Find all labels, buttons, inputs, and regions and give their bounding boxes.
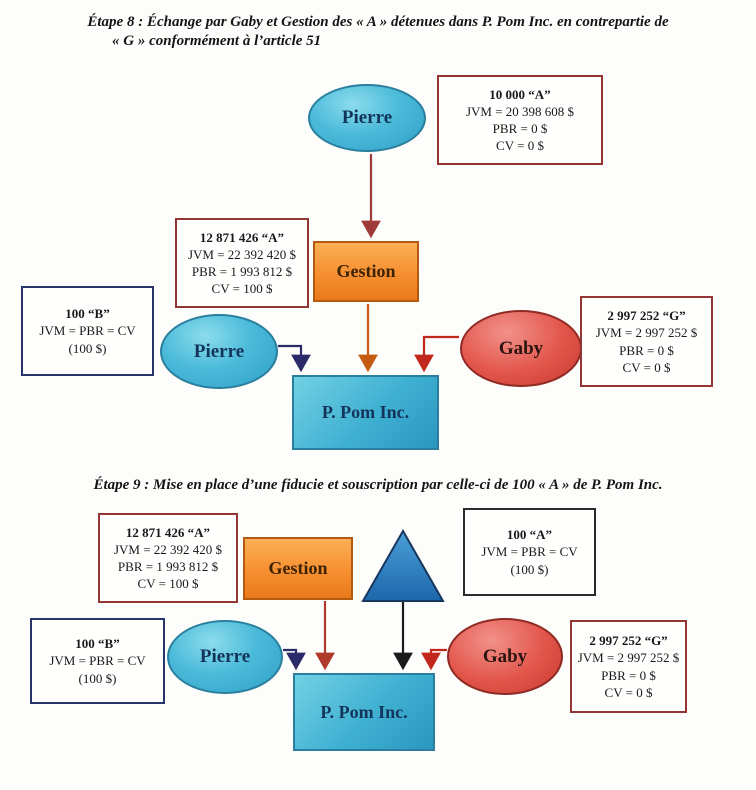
node-gestion-step9: [243, 537, 353, 600]
box-line: PBR = 0 $: [619, 342, 674, 358]
node-label: Pierre: [193, 340, 245, 362]
box-line: JVM = PBR = CV: [481, 544, 578, 560]
box-title: 2 997 252 “G”: [607, 308, 686, 324]
step8-title-line1: Étape 8 : Échange par Gaby et Gestion des « A » détenues dans P. Pom Inc. en contrepartie de: [87, 14, 669, 30]
box-line: JVM = 22 392 420 $: [113, 541, 223, 557]
node-ppom: [292, 375, 439, 450]
box-line: CV = 0 $: [496, 138, 544, 154]
box-line: PBR = 0 $: [601, 667, 656, 683]
arrow-pierre-to-ppom-step9: [283, 650, 296, 668]
box-gestion-shares-a: [175, 218, 309, 308]
box-pierre-shares-a: [437, 75, 603, 165]
node-gaby: [460, 310, 582, 387]
step8-title-line2: « G » conformément à l’article 51: [112, 33, 322, 49]
box-line: PBR = 1 993 812 $: [117, 559, 219, 574]
node-label: P. Pom Inc.: [321, 402, 410, 422]
box-line: JVM = 2 997 252 $: [577, 650, 680, 666]
box-gaby-shares-g-step9: [570, 620, 687, 713]
box-title: 100 “A”: [506, 527, 553, 543]
box-line: JVM = PBR = CV: [49, 653, 146, 669]
box-gaby-shares-g: [580, 296, 713, 387]
box-title: 10 000 “A”: [489, 86, 551, 102]
box-line: JVM = 20 398 608 $: [465, 103, 575, 119]
node-label: Pierre: [199, 646, 251, 667]
box-title: 12 871 426 “A”: [125, 524, 211, 540]
box-line: (100 $): [68, 340, 107, 356]
box-title: 100 “B”: [75, 636, 120, 652]
node-gestion: [313, 241, 419, 302]
arrow-gaby-to-ppom-step9: [431, 650, 447, 668]
node-gaby-step9: [447, 618, 563, 695]
arrow-pierre-to-ppom: [278, 346, 301, 370]
box-line: JVM = PBR = CV: [39, 323, 136, 339]
box-pierre-shares-b: [21, 286, 154, 376]
node-label: Pierre: [341, 107, 393, 128]
node-pierre-top: [308, 84, 426, 152]
box-line: JVM = 2 997 252 $: [595, 325, 698, 341]
node-label: Gaby: [498, 337, 544, 359]
node-label: Gestion: [268, 558, 328, 578]
fiducie-triangle: [363, 531, 443, 601]
box-line: JVM = 22 392 420 $: [187, 246, 297, 262]
box-gestion-shares-a-step9: [98, 513, 238, 603]
box-line: CV = 100 $: [211, 281, 273, 297]
node-label: Gaby: [482, 645, 528, 667]
box-fiducie-shares-a: [463, 508, 596, 596]
box-line: CV = 100 $: [137, 576, 199, 592]
box-title: 12 871 426 “A”: [199, 229, 285, 245]
step9-title: Étape 9 : Mise en place d’une fiducie et souscription par celle-ci de 100 « A » de P. Pom Inc.: [93, 477, 663, 493]
node-label: P. Pom Inc.: [320, 701, 408, 722]
node-pierre-left: [160, 314, 278, 389]
arrow-gaby-to-ppom: [424, 337, 459, 370]
box-title: 2 997 252 “G”: [589, 633, 668, 649]
box-pierre-shares-b-step9: [30, 618, 165, 704]
box-line: (100 $): [510, 561, 549, 577]
box-line: CV = 0 $: [622, 359, 671, 375]
box-line: CV = 0 $: [604, 684, 653, 700]
box-title: 100 “B”: [65, 306, 110, 322]
node-pierre-step9: [167, 620, 283, 694]
node-label: Gestion: [336, 261, 396, 281]
box-line: PBR = 0 $: [492, 121, 548, 136]
node-ppom-step9: [293, 673, 435, 751]
box-line: (100 $): [78, 670, 117, 686]
box-line: PBR = 1 993 812 $: [191, 264, 293, 279]
